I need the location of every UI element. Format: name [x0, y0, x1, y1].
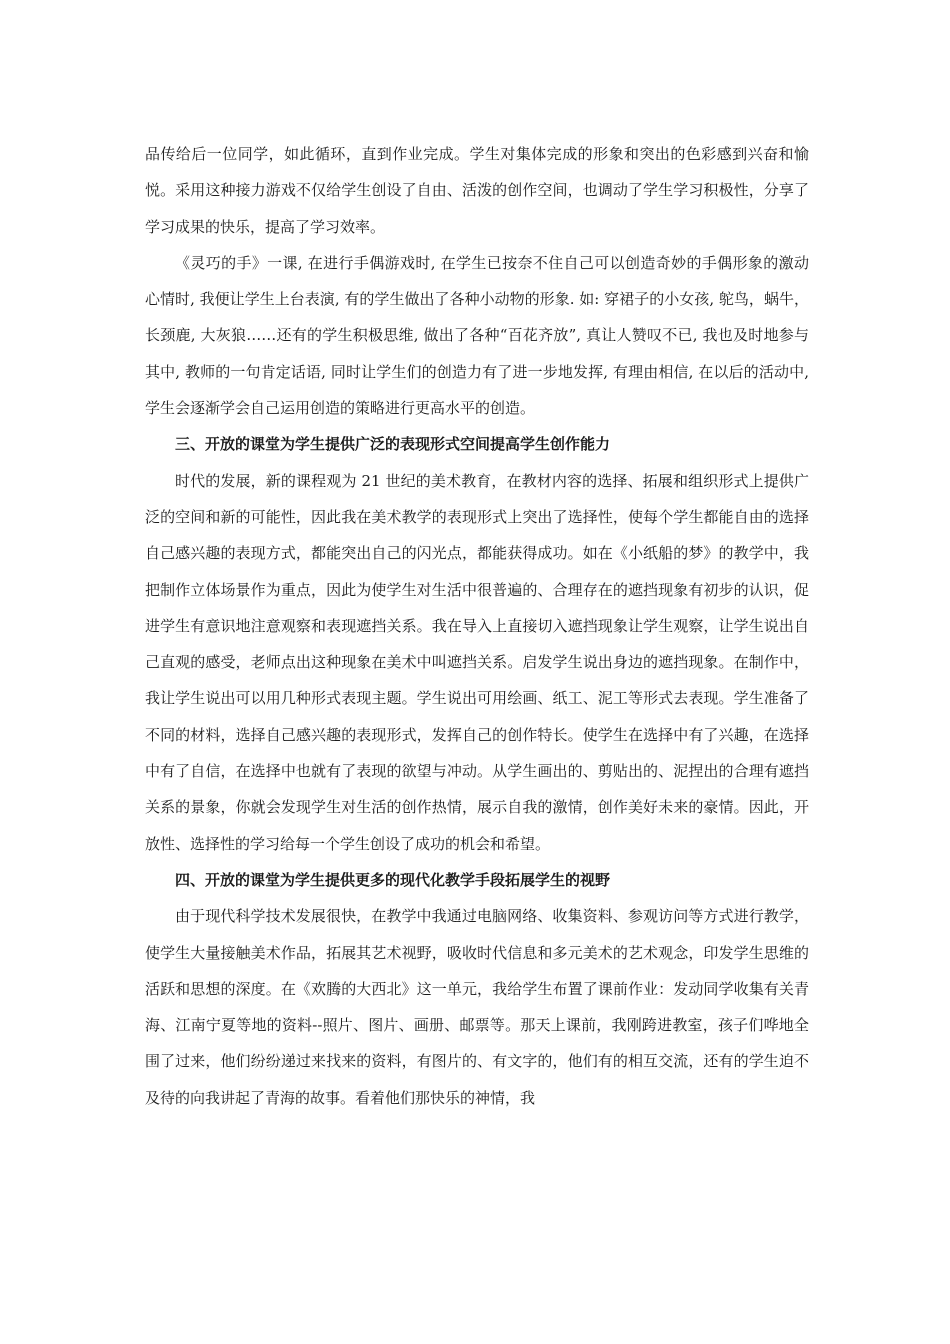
section-heading-3: 三、开放的课堂为学生提供广泛的表现形式空间提高学生创作能力: [175, 435, 611, 454]
paragraph-clever-hands: 《灵巧的手》一课, 在进行手偶游戏时, 在学生已按奈不住自己可以创造奇妙的手偶形象的激动心情时, 我便让学生上台表演, 有的学生做出了各种小动物的形象. 如: 穿裙子的小女孩, 鸵鸟，蜗牛，长颈鹿, 大灰狼……还有的学生积极思维, 做出了各种“百花齐放”, 真让人赞叹不已, 我也及时地参与其中, 教师的一句肯定话语, 同时让学生们的创造力有了进一步地发挥, 有理由相信, 在以后的活动中, 学生会逐渐学会自己运用创造的策略进行更高水平的创造。: [145, 253, 809, 418]
section-heading-4: 四、开放的课堂为学生提供更多的现代化教学手段拓展学生的视野: [175, 870, 611, 889]
document-body: [145, 136, 809, 1116]
paragraph-modern-teaching: 由于现代科学技术发展很快，在教学中我通过电脑网络、收集资料、参观访问等方式进行教学，使学生大量接触美术作品，拓展其艺术视野，吸收时代信息和多元美术的艺术观念，印发学生思维的活跃和思想的深度。在《欢腾的大西北》这一单元，我给学生布置了课前作业：发动同学收集有关青海、江南宁夏等地的资料--照片、图片、画册、邮票等。那天上课前，我刚跨进教室，孩子们哗地全围了过来，他们纷纷递过来找来的资料，有图片的、有文字的，他们有的相互交流，还有的学生迫不及待的向我讲起了青海的故事。看着他们那快乐的神情，我: [145, 907, 809, 1107]
paragraph-expression-forms: 时代的发展，新的课程观为 21 世纪的美术教育，在教材内容的选择、拓展和组织形式上提供广泛的空间和新的可能性，因此我在美术教学的表现形式上突出了选择性，使每个学生都能自由的选择自己感兴趣的表现方式，都能突出自己的闪光点，都能获得成功。如在《小纸船的梦》的教学中，我把制作立体场景作为重点，因此为使学生对生活中很普遍的、合理存在的遮挡现象有初步的认识，促进学生有意识地注意观察和表现遮挡关系。我在导入上直接切入遮挡现象让学生观察，让学生说出自己直观的感受，老师点出这种现象在美术中叫遮挡关系。启发学生说出身边的遮挡现象。在制作中，我让学生说出可以用几种形式表现主题。学生说出可用绘画、纸工、泥工等形式去表现。学生准备了不同的材料，选择自己感兴趣的表现形式，发挥自己的创作特长。使学生在选择中有了兴趣，在选择中有了自信，在选择中也就有了表现的欲望与冲动。从学生画出的、剪贴出的、泥捏出的合理有遮挡关系的景象，你就会发现学生对生活的创作热情，展示自我的激情，创作美好未来的豪情。因此，开放性、选择性的学习给每一个学生创设了成功的机会和希望。: [145, 471, 809, 853]
paragraph-continuation: 品传给后一位同学，如此循环，直到作业完成。学生对集体完成的形象和突出的色彩感到兴奋和愉悦。采用这种接力游戏不仅给学生创设了自由、活泼的创作空间，也调动了学生学习积极性，分享了学习成果的快乐，提高了学习效率。: [145, 145, 809, 236]
